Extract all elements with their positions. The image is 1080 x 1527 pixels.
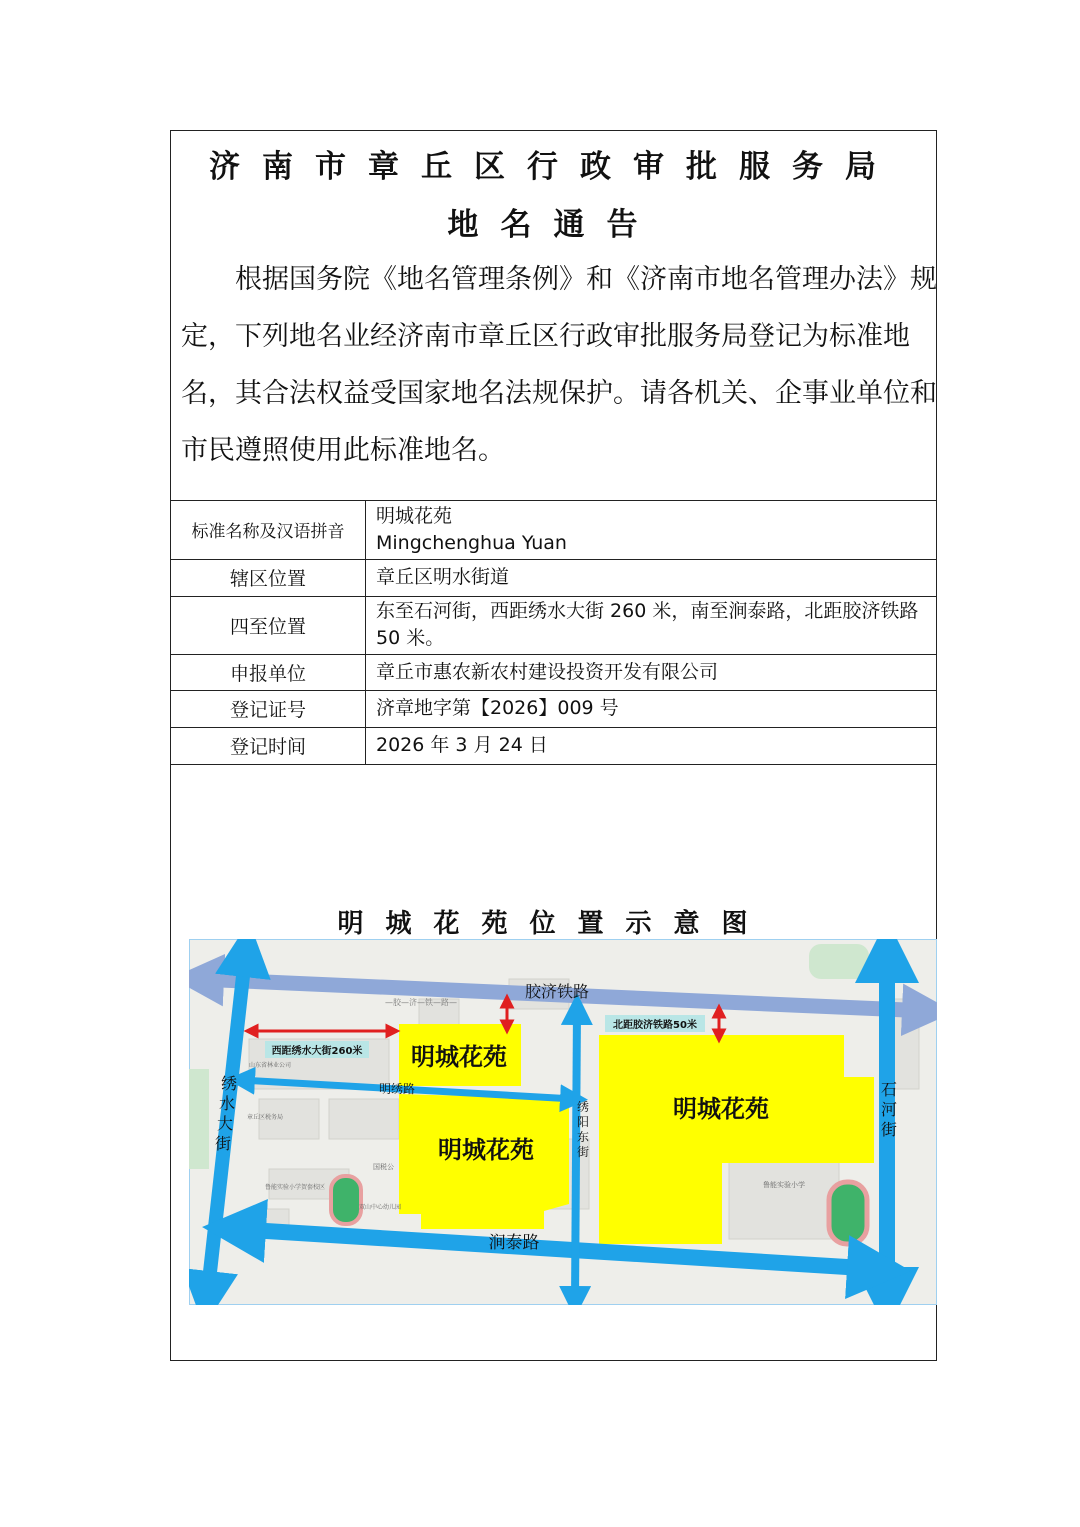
row-value: 章丘市惠农新农村建设投资开发有限公司 <box>366 654 937 690</box>
shihe-label: 石河街 <box>880 1080 898 1139</box>
row-value: 东至石河街，西距绣水大街 260 米，南至涧泰路，北距胶济铁路 50 米。 <box>366 596 937 654</box>
poi-guoshui: 国税公 <box>373 1163 394 1171</box>
row-value: 2026 年 3 月 24 日 <box>366 727 937 764</box>
running-track-right <box>829 1182 867 1244</box>
parcel-label-east: 明城花苑 <box>673 1094 769 1123</box>
poi-luneng-school-west: 鲁能实验小学贺套校区 <box>265 1184 326 1191</box>
parcel-label-southwest: 明城花苑 <box>438 1135 534 1164</box>
row-label: 登记证号 <box>171 690 366 727</box>
info-table <box>171 501 936 765</box>
table-row <box>171 559 936 596</box>
row-label: 申报单位 <box>171 654 366 690</box>
table-row <box>171 654 936 690</box>
standard-name: 明城花苑 <box>376 504 453 527</box>
table-row <box>171 690 936 727</box>
poi-tax-bureau: 章丘区税务局 <box>247 1114 284 1121</box>
xiuyang-label: 绣阳东街 <box>576 1100 590 1159</box>
notice-paragraph: 根据国务院《地名管理条例》和《济南市地名管理办法》规定，下列地名业经济南市章丘区行政审批服务局登记为标准地名，其合法权益受国家地名法规保护。请各机关、企事业单位和市民遵照使用此标准地名。 <box>181 264 937 466</box>
row-label: 辖区位置 <box>171 559 366 596</box>
poi-luneng-school-east: 鲁能实验小学 <box>763 1181 805 1189</box>
table-row <box>171 727 936 764</box>
poi-forestry: 山东省林业公司 <box>249 1062 292 1069</box>
north-callout-text: 北距胶济铁路50米 <box>613 1020 697 1031</box>
table-row <box>171 501 936 559</box>
row-label: 四至位置 <box>171 596 366 654</box>
row-label: 登记时间 <box>171 727 366 764</box>
map-title: 明城花苑位置示意图 <box>337 909 770 939</box>
row-value <box>366 501 937 559</box>
notice-frame <box>170 130 937 1361</box>
xiushui-label: 绣水大街 <box>214 1074 238 1153</box>
mingxiu-label: 明绣路 <box>378 1082 416 1096</box>
table-row <box>171 596 936 654</box>
poi-kindergarten: 双山中心幼儿园 <box>359 1204 402 1211</box>
west-callout-text: 西距绣水大街260米 <box>271 1046 363 1057</box>
issuer-title: 济南市章丘区行政审批服务局 <box>209 149 898 185</box>
parcel-label-north: 明城花苑 <box>411 1042 507 1071</box>
railway-small-label: —胶—济—铁—路— <box>385 998 457 1007</box>
notice-header <box>171 131 936 501</box>
jiantai-label: 涧泰路 <box>488 1233 540 1253</box>
standard-name-pinyin: Mingchenghua Yuan <box>376 531 567 554</box>
row-value: 济章地字第【2026】009 号 <box>366 690 937 727</box>
railway-label: 胶济铁路 <box>524 982 590 1001</box>
row-label: 标准名称及汉语拼音 <box>171 501 366 559</box>
row-value: 章丘区明水街道 <box>366 559 937 596</box>
location-map <box>189 939 937 1305</box>
running-track-left <box>331 1176 361 1224</box>
notice-title: 地名通告 <box>447 207 660 243</box>
